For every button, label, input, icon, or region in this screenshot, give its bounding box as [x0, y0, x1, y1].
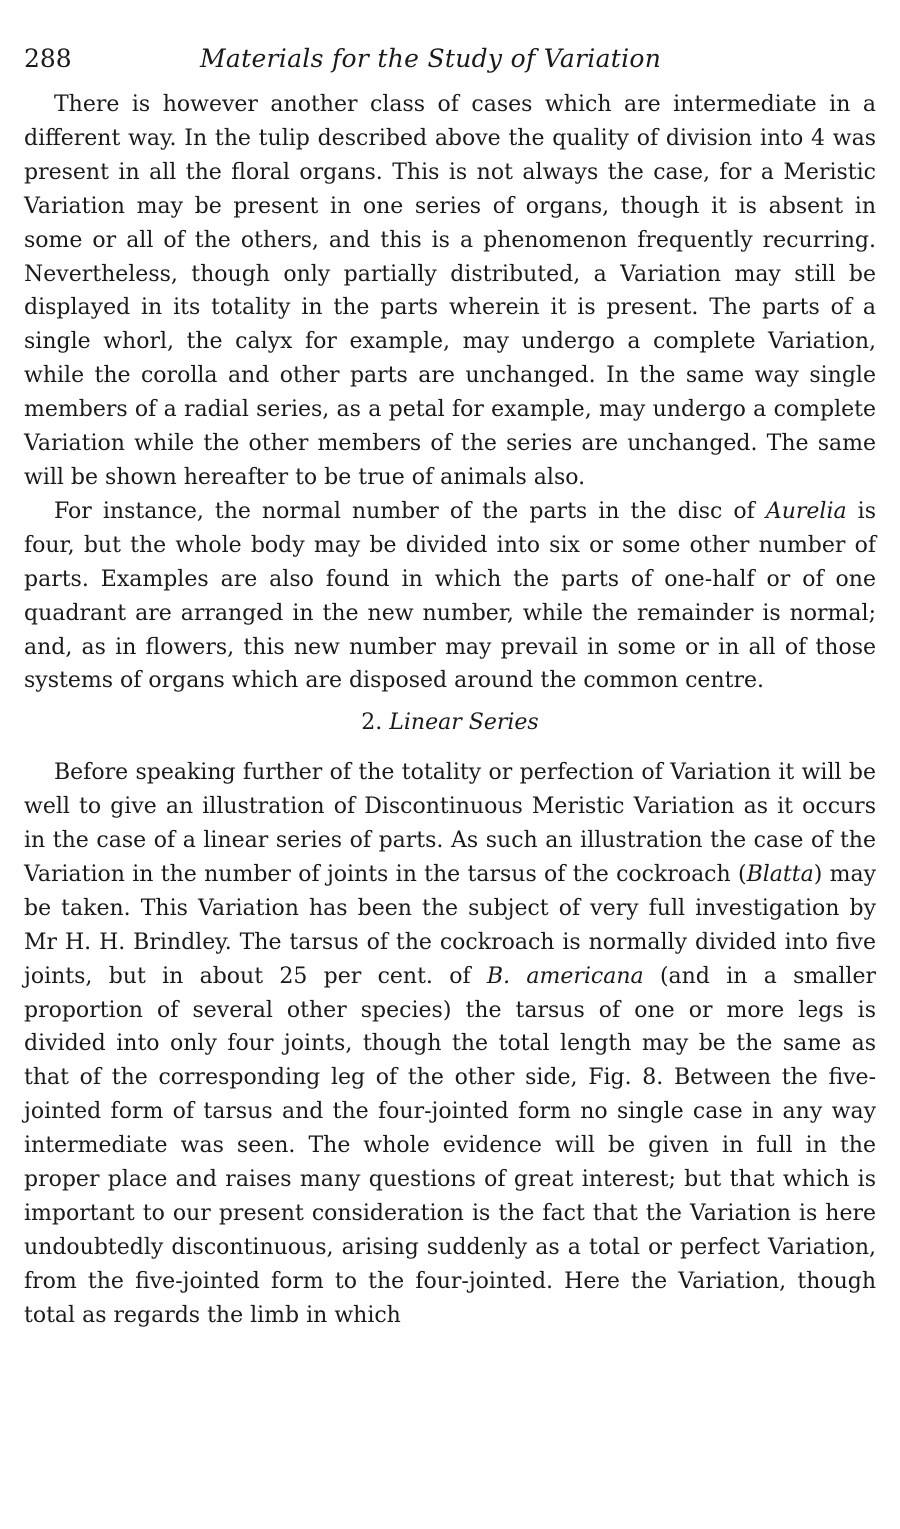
section-heading	[24, 698, 876, 756]
species-aurelia: Aurelia	[765, 498, 847, 524]
paragraph-linear-series	[24, 756, 876, 1332]
paragraph-aurelia-after: is four, but the whole body may be divided into six or some other number of parts. Examples are also found in which the parts of one-half or of one quadrant are arranged in the new number, while the remainder is normal; and, as in flowers, this new number may prevail in some or in all of those systems of organs which are disposed around the common centre.	[24, 498, 876, 694]
paragraph-linear-series-part3: (and in a smaller proportion of several other species) the tarsus of one or more legs is divided into only four joints, though the total length may be the same as that of the corresponding leg of the other side, Fig. 8. Between the five-jointed form of tarsus and the four-jointed form no single case in any way intermediate was seen. The whole evidence will be given in full in the proper place and raises many questions of great interest; but that which is important to our present consideration is the fact that the Variation is here undoubtedly discontinuous, arising suddenly as a total or perfect Variation, from the five-jointed form to the four-jointed. Here the Variation, though total as regards the limb in which	[24, 963, 876, 1328]
section-title: Linear Series	[389, 710, 539, 736]
paragraph-aurelia-before: For instance, the normal number of the parts in the disc of	[54, 498, 766, 524]
paragraph-linear-series-part2: ) may be taken. This Variation has been the subject of very full investigation by Mr H. H. Brindley. The tarsus of the cockroach is normally divided into five joints, but in about 25 per cent. of	[24, 861, 877, 989]
paragraph-aurelia	[24, 495, 876, 698]
paragraph-intermediate-cases: There is however another class of cases which are intermediate in a different way. In the tulip described above the quality of division into 4 was present in all the floral organs. This is not always the case, for a Meristic Variation may be present in one series of organs, though it is absent in some or all of the others, and this is a phenomenon frequently recurring. Nevertheless, though only partially distributed, a Variation may still be displayed in its totality in the parts wherein it is present. The parts of a single whorl, the calyx for example, may undergo a complete Variation, while the corolla and other parts are unchanged. In the same way single members of a radial series, as a petal for example, may undergo a complete Variation while the other members of the series are unchanged. The same will be shown hereafter to be true of animals also.	[24, 92, 876, 490]
page-header	[24, 44, 876, 88]
body-text	[24, 88, 876, 1333]
paragraph-linear-series-part1: Before speaking further of the totality or perfection of Variation it will be well to give an illustration of Discontinuous Meristic Variation as it occurs in the case of a linear series of parts. As such an illustration the case of the Variation in the number of joints in the tarsus of the cockroach (	[24, 760, 876, 887]
book-page	[24, 44, 876, 1333]
genus-blatta: Blatta	[746, 861, 814, 887]
species-b-americana: B. americana	[486, 963, 644, 989]
running-title: Materials for the Study of Variation	[200, 44, 662, 73]
section-number: 2.	[361, 710, 383, 736]
page-number: 288	[24, 44, 72, 73]
